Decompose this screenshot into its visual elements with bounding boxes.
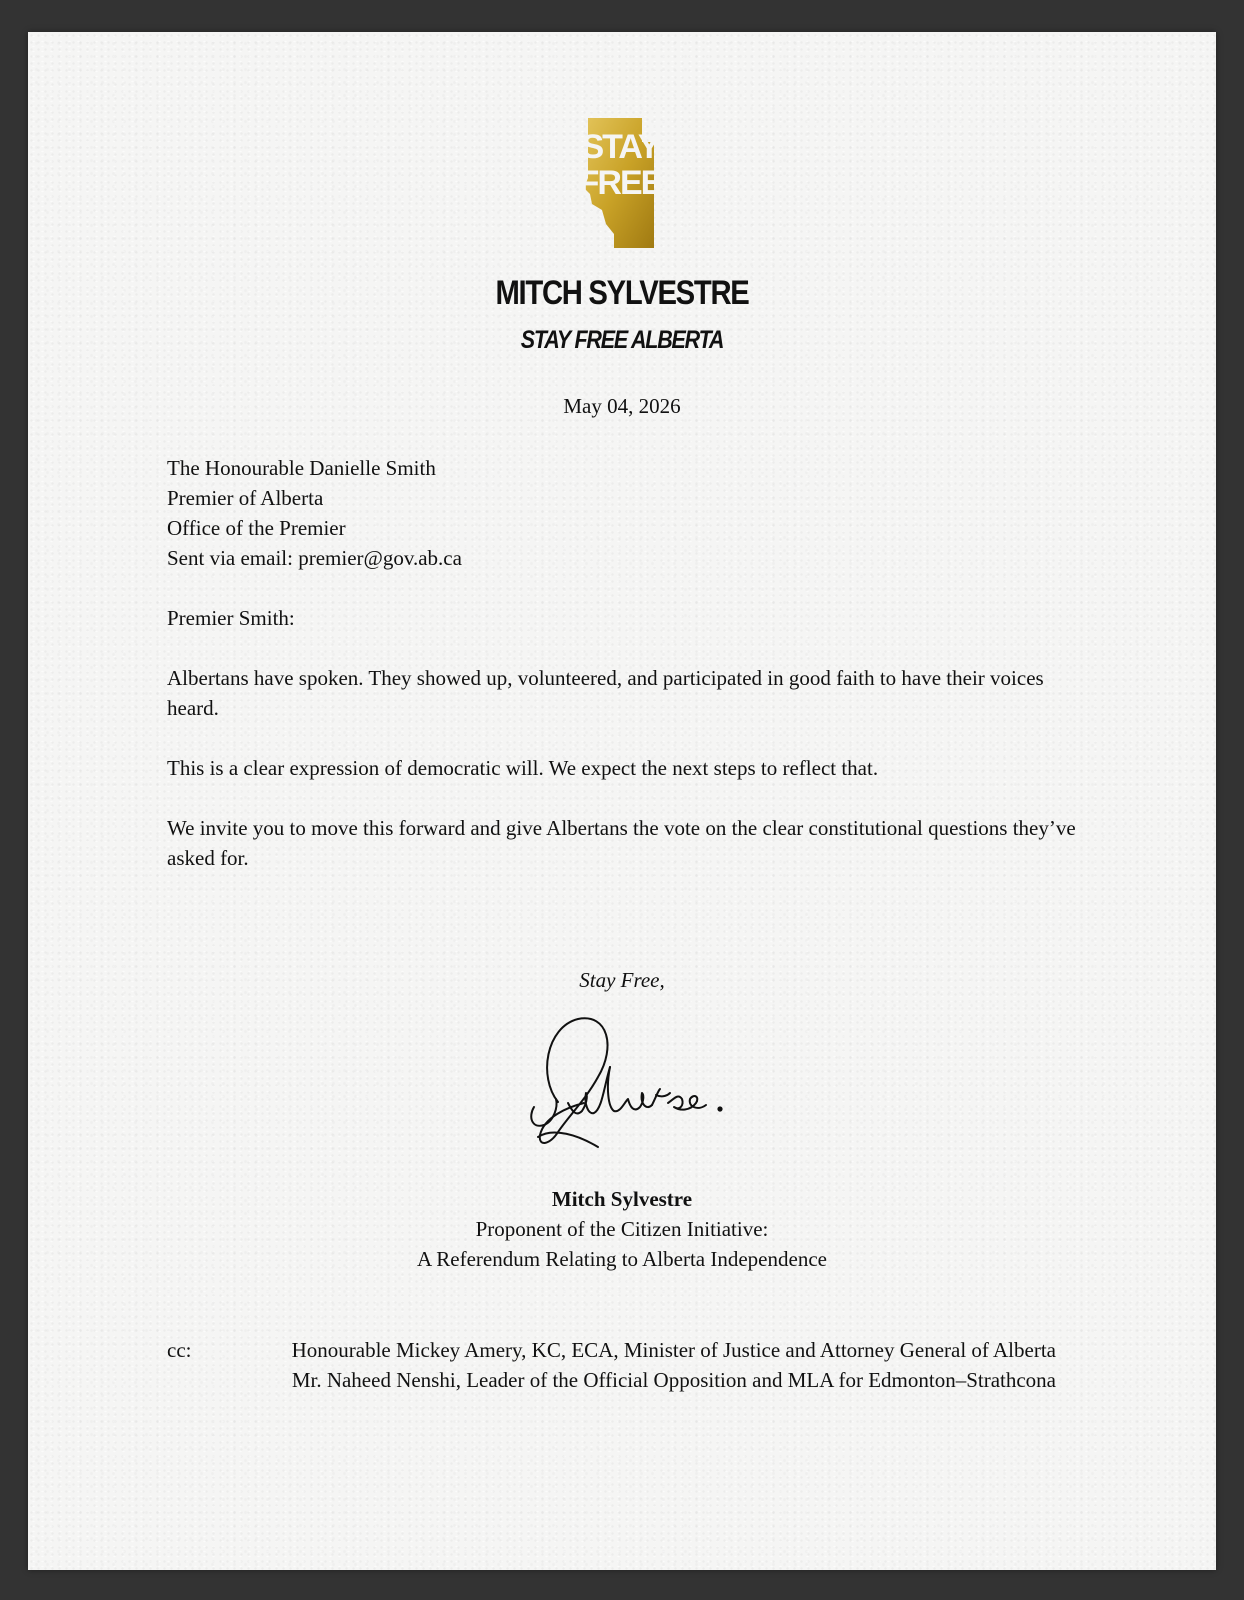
cc-entry: Honourable Mickey Amery, KC, ECA, Minister of Justice and Attorney General of Alberta — [291, 1338, 1056, 1362]
signer-title-line1: Proponent of the Citizen Initiative: — [475, 1217, 769, 1241]
cc-list — [178, 1335, 1056, 1395]
logo-text-free: FREE — [578, 164, 662, 202]
recipient-line: The Honourable Danielle Smith — [167, 456, 436, 480]
recipient-line: Premier of Alberta — [167, 486, 324, 510]
letter-date: May 04, 2026 — [563, 394, 681, 418]
closing: Stay Free, — [579, 968, 665, 992]
stay-free-logo — [576, 112, 668, 252]
body-paragraph-1: Albertans have spoken. They showed up, volunteered, and participated in good faith to have their voices heard. — [167, 666, 1044, 720]
recipient-line: Sent via email: premier@gov.ab.ca — [167, 546, 462, 570]
body-paragraph-3: We invite you to move this forward and give Albertans the vote on the clear constitutional questions they’ve asked for. — [167, 816, 1076, 870]
letter-page — [28, 32, 1216, 1570]
cc-entry: Mr. Naheed Nenshi, Leader of the Official Opposition and MLA for Edmonton–Strathcona — [291, 1368, 1056, 1392]
body-paragraph-2: This is a clear expression of democratic will. We expect the next steps to reflect that. — [167, 756, 879, 780]
letterhead-organization: STAY FREE ALBERTA — [520, 326, 724, 354]
recipient-line: Office of the Premier — [167, 516, 346, 540]
signer-title-line2: A Referendum Relating to Alberta Independence — [417, 1247, 827, 1271]
signer-name: Mitch Sylvestre — [551, 1187, 693, 1211]
handwritten-signature — [498, 1007, 738, 1157]
logo-text-stay: STAY — [581, 128, 659, 166]
recipient-address — [167, 453, 1087, 573]
salutation: Premier Smith: — [167, 606, 295, 630]
letterhead-name: MITCH SYLVESTRE — [495, 274, 749, 312]
cc-label: cc: — [167, 1338, 192, 1362]
